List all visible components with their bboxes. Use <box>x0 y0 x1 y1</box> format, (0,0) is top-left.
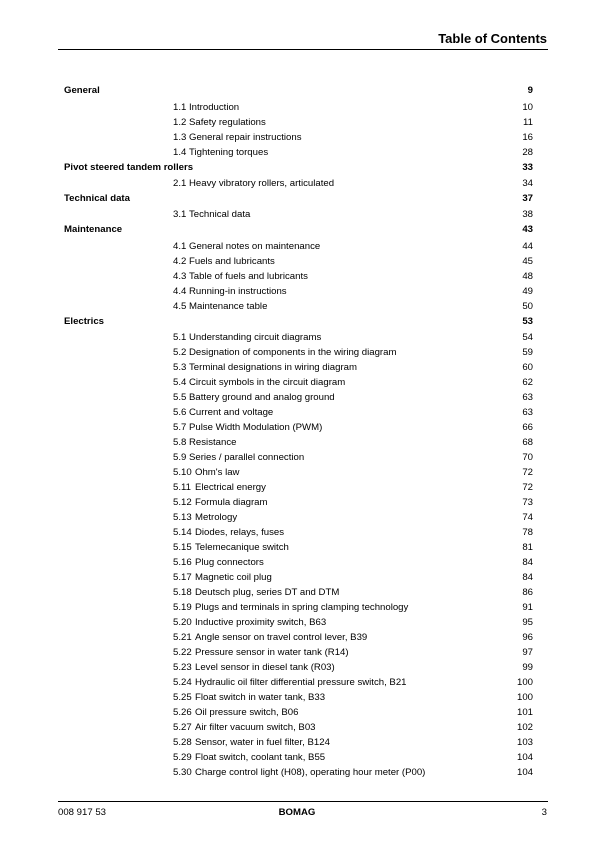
toc-section-entry[interactable] <box>64 130 533 145</box>
toc-section-entry[interactable] <box>64 675 533 690</box>
toc-page-number: 78 <box>522 526 533 538</box>
toc-page-number: 33 <box>522 162 533 173</box>
toc-section-entry[interactable] <box>64 495 533 510</box>
chapter-title: General <box>64 85 100 96</box>
brand-name: BOMAG <box>278 807 316 818</box>
section-number: 5.30 <box>173 766 192 778</box>
toc-page-number: 104 <box>516 751 533 763</box>
toc-section-entry[interactable] <box>64 660 533 675</box>
section-number: 5.2 <box>173 346 187 358</box>
toc-section-entry[interactable] <box>64 345 533 360</box>
toc-page-number: 53 <box>522 315 533 327</box>
section-number: 5.6 <box>173 406 187 418</box>
section-number: 4.1 <box>173 240 187 252</box>
section-number: 5.21 <box>173 631 192 643</box>
section-number: 5.18 <box>173 586 192 598</box>
section-number: 5.24 <box>173 676 192 688</box>
toc-page-number: 100 <box>516 691 533 703</box>
section-title: Maintenance table <box>189 300 268 312</box>
section-number: 5.7 <box>173 421 187 433</box>
section-title: Plug connectors <box>195 556 264 568</box>
toc-section-entry[interactable] <box>64 525 533 540</box>
section-number: 5.12 <box>173 496 192 508</box>
toc-page-number: 101 <box>516 706 533 718</box>
toc-section-entry[interactable] <box>64 176 533 191</box>
toc-page-number: 72 <box>522 466 533 478</box>
section-title: Pressure sensor in water tank (R14) <box>195 646 349 658</box>
section-title: Magnetic coil plug <box>195 571 272 583</box>
toc-section-entry[interactable] <box>64 375 533 390</box>
toc-page-number: 86 <box>522 586 533 598</box>
toc-page-number: 73 <box>522 496 533 508</box>
toc-section-entry[interactable] <box>64 510 533 525</box>
toc-page-number: 72 <box>522 481 533 493</box>
section-number: 5.29 <box>173 751 192 763</box>
toc-chapter-entry[interactable] <box>64 160 533 176</box>
footer-divider <box>58 801 548 802</box>
toc-page-number: 68 <box>522 436 533 448</box>
toc-page-number: 63 <box>522 406 533 418</box>
toc-chapter-entry[interactable] <box>64 222 533 238</box>
section-number: 5.16 <box>173 556 192 568</box>
toc-page-number: 37 <box>522 193 533 205</box>
toc-chapter-entry[interactable] <box>64 191 533 207</box>
toc-page-number: 48 <box>522 270 533 282</box>
toc-page-number: 28 <box>522 147 533 158</box>
toc-section-entry[interactable] <box>64 450 533 465</box>
section-number: 5.17 <box>173 571 192 583</box>
toc-page-number: 11 <box>523 117 533 128</box>
toc-page-number: 45 <box>522 255 533 267</box>
toc-chapter-entry[interactable] <box>64 314 533 330</box>
section-number: 5.4 <box>173 376 187 388</box>
toc-section-entry[interactable] <box>64 705 533 720</box>
toc-section-entry[interactable] <box>64 330 533 345</box>
section-title: Safety regulations <box>189 117 266 128</box>
toc-page-number: 43 <box>522 224 533 236</box>
toc-section-entry[interactable] <box>64 585 533 600</box>
section-title: Charge control light (H08), operating hour meter (P00) <box>195 766 426 778</box>
toc-section-entry[interactable] <box>64 465 533 480</box>
section-number: 4.2 <box>173 255 187 267</box>
section-number: 5.15 <box>173 541 192 553</box>
section-number: 5.23 <box>173 661 192 673</box>
section-title: Angle sensor on travel control lever, B39 <box>195 631 368 643</box>
toc-section-entry[interactable] <box>64 600 533 615</box>
section-number: 5.8 <box>173 436 187 448</box>
section-title: General notes on maintenance <box>189 240 321 252</box>
section-title: Tightening torques <box>189 147 269 158</box>
chapter-title: Maintenance <box>64 224 123 236</box>
section-title: Pulse Width Modulation (PWM) <box>189 421 323 433</box>
toc-section-entry[interactable] <box>64 239 533 254</box>
section-number: 5.20 <box>173 616 192 628</box>
section-number: 4.4 <box>173 285 187 297</box>
toc-page-number: 96 <box>522 631 533 643</box>
section-title: Diodes, relays, fuses <box>195 526 285 538</box>
section-number: 4.5 <box>173 300 187 312</box>
section-number: 5.22 <box>173 646 192 658</box>
section-number: 4.3 <box>173 270 187 282</box>
section-title: Sensor, water in fuel filter, B124 <box>195 736 330 748</box>
toc-section-entry[interactable] <box>64 735 533 750</box>
section-title: Electrical energy <box>195 481 266 493</box>
toc-section-entry[interactable] <box>64 570 533 585</box>
section-title: Designation of components in the wiring diagram <box>189 346 397 358</box>
section-title: Hydraulic oil filter differential pressure switch, B21 <box>195 676 407 688</box>
section-number: 5.10 <box>173 466 192 478</box>
section-title: Ohm's law <box>195 466 240 478</box>
section-title: Running-in instructions <box>189 285 287 297</box>
toc-section-entry[interactable] <box>64 690 533 705</box>
toc-section-entry[interactable] <box>64 420 533 435</box>
toc-page-number: 84 <box>522 556 533 568</box>
toc-section-entry[interactable] <box>64 405 533 420</box>
section-number: 5.1 <box>173 331 187 343</box>
toc-page-number: 9 <box>527 85 533 96</box>
section-title: Battery ground and analog ground <box>189 391 335 403</box>
toc-section-entry[interactable] <box>64 555 533 570</box>
section-number: 1.1 <box>173 102 187 113</box>
toc-section-entry[interactable] <box>64 630 533 645</box>
toc-page-number: 74 <box>522 511 533 523</box>
toc-page-number: 62 <box>522 376 533 388</box>
toc-section-entry[interactable] <box>64 540 533 555</box>
section-title: Table of fuels and lubricants <box>189 270 308 282</box>
section-number: 5.26 <box>173 706 192 718</box>
toc-page-number: 54 <box>522 331 533 343</box>
toc-section-entry[interactable] <box>64 207 533 222</box>
toc-page-number: 104 <box>516 766 533 778</box>
section-title: Float switch in water tank, B33 <box>195 691 326 703</box>
section-number: 1.2 <box>173 117 187 128</box>
section-title: Introduction <box>189 102 240 113</box>
page-title: Table of Contents <box>438 31 547 46</box>
toc-page-number: 103 <box>516 736 533 748</box>
toc-page-number: 102 <box>516 721 533 733</box>
section-title: Deutsch plug, series DT and DTM <box>195 586 340 598</box>
toc-page-number: 63 <box>522 391 533 403</box>
section-number: 3.1 <box>173 209 187 221</box>
section-title: Current and voltage <box>189 406 274 418</box>
toc-section-entry[interactable] <box>64 435 533 450</box>
toc-section-entry[interactable] <box>64 720 533 735</box>
section-title: Inductive proximity switch, B63 <box>195 616 327 628</box>
section-title: Understanding circuit diagrams <box>189 331 322 343</box>
toc-page-number: 66 <box>522 421 533 433</box>
section-title: Circuit symbols in the circuit diagram <box>189 376 346 388</box>
section-title: General repair instructions <box>189 132 302 143</box>
toc-page-number: 38 <box>522 209 533 221</box>
section-number: 1.4 <box>173 147 187 158</box>
section-number: 1.3 <box>173 132 187 143</box>
toc-section-entry[interactable] <box>64 765 533 780</box>
toc-section-entry[interactable] <box>64 269 533 284</box>
section-number: 5.19 <box>173 601 192 613</box>
toc-section-entry[interactable] <box>64 299 533 314</box>
toc-page-number: 34 <box>522 178 533 190</box>
toc-section-entry[interactable] <box>64 390 533 405</box>
toc-chapter-entry[interactable] <box>64 83 533 100</box>
chapter-title: Pivot steered tandem rollers <box>64 162 194 173</box>
document-number: 008 917 53 <box>58 807 107 818</box>
toc-page-number: 100 <box>516 676 533 688</box>
section-title: Telemecanique switch <box>195 541 289 553</box>
toc-section-entry[interactable] <box>64 115 533 130</box>
section-number: 5.14 <box>173 526 192 538</box>
toc-page-number: 50 <box>522 300 533 312</box>
toc-section-entry[interactable] <box>64 284 533 299</box>
table-of-contents <box>64 83 533 780</box>
toc-page-number: 44 <box>522 240 533 252</box>
section-number: 5.25 <box>173 691 192 703</box>
toc-section-entry[interactable] <box>64 645 533 660</box>
toc-section-entry[interactable] <box>64 480 533 495</box>
toc-section-entry[interactable] <box>64 360 533 375</box>
section-title: Float switch, coolant tank, B55 <box>195 751 326 763</box>
toc-page-number: 49 <box>522 285 533 297</box>
section-title: Oil pressure switch, B06 <box>195 706 299 718</box>
section-title: Resistance <box>189 436 237 448</box>
toc-page-number: 97 <box>522 646 533 658</box>
section-title: Level sensor in diesel tank (R03) <box>195 661 335 673</box>
section-number: 5.5 <box>173 391 187 403</box>
section-title: Air filter vacuum switch, B03 <box>195 721 316 733</box>
toc-section-entry[interactable] <box>64 615 533 630</box>
chapter-title: Technical data <box>64 193 130 205</box>
toc-page-number: 70 <box>522 451 533 463</box>
section-number: 2.1 <box>173 178 187 190</box>
section-number: 5.28 <box>173 736 192 748</box>
section-title: Series / parallel connection <box>189 451 305 463</box>
section-number: 5.11 <box>173 481 191 493</box>
section-number: 5.3 <box>173 361 187 373</box>
toc-page-number: 99 <box>522 661 533 673</box>
toc-page-number: 60 <box>522 361 533 373</box>
toc-page-number: 16 <box>522 132 533 143</box>
page-number: 3 <box>541 807 547 818</box>
toc-page-number: 95 <box>522 616 533 628</box>
toc-page-number: 10 <box>522 102 533 113</box>
section-title: Heavy vibratory rollers, articulated <box>189 178 335 190</box>
toc-section-entry[interactable] <box>64 145 533 160</box>
section-title: Technical data <box>189 209 251 221</box>
section-title: Terminal designations in wiring diagram <box>189 361 357 373</box>
section-title: Metrology <box>195 511 238 523</box>
section-number: 5.27 <box>173 721 192 733</box>
section-number: 5.9 <box>173 451 187 463</box>
toc-page-number: 84 <box>522 571 533 583</box>
section-title: Formula diagram <box>195 496 268 508</box>
section-title: Plugs and terminals in spring clamping technology <box>195 601 409 613</box>
section-number: 5.13 <box>173 511 192 523</box>
toc-section-entry[interactable] <box>64 100 533 115</box>
toc-page-number: 81 <box>522 541 533 553</box>
toc-section-entry[interactable] <box>64 254 533 269</box>
chapter-title: Electrics <box>64 315 105 327</box>
toc-page-number: 91 <box>522 601 533 613</box>
section-title: Fuels and lubricants <box>189 255 275 267</box>
toc-page-number: 59 <box>522 346 533 358</box>
header-divider <box>58 49 548 50</box>
toc-section-entry[interactable] <box>64 750 533 765</box>
